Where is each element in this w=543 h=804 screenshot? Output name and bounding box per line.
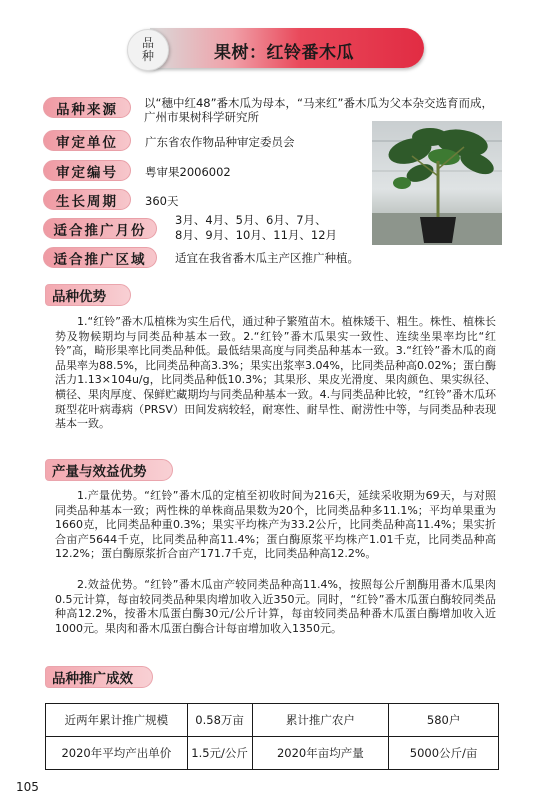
table-cell: 2020年平均产出单价 <box>46 737 188 770</box>
table-cell: 5000公斤/亩 <box>389 737 499 770</box>
page-number: 105 <box>16 780 39 794</box>
label-approval-number: 审定编号 <box>43 160 131 181</box>
value-approval-unit: 广东省农作物品种审定委员会 <box>145 135 295 149</box>
benefit-paragraph: 2.效益优势。“红铃”番木瓜亩产较同类品种高11.4%，按照每公斤割酶用番木瓜果肉0.5元计算，每亩较同类品种果肉增加收入近350元。同时，“红铃”番木瓜蛋白酶较同类品种高12.2%，按番木瓜蛋白酶30元/公斤计算，每亩较同类品种番木瓜蛋白酶增加收入近1000元。果肉和番木瓜蛋白酶合计每亩增加收入1350元。 <box>55 578 496 635</box>
value-promotion-region: 适宜在我省番木瓜主产区推广种植。 <box>175 251 359 265</box>
section-header-yield-benefit: 产量与效益优势 <box>45 459 173 481</box>
category-badge-bottom: 种 <box>141 49 154 63</box>
plant-photo <box>372 121 502 245</box>
table-cell: 累计推广农户 <box>252 704 389 737</box>
value-variety-source: 以“穗中红48”番木瓜为母本，“马来红”番木瓜为父本杂交选育而成，广州市果树科学研究所 <box>144 96 493 124</box>
value-promotion-months-line2: 8月、9月、10月、11月、12月 <box>175 228 338 242</box>
table-row <box>46 737 499 770</box>
value-promotion-months-line1: 3月、4月、5月、6月、7月、 <box>175 213 327 227</box>
table-cell: 0.58万亩 <box>187 704 252 737</box>
promotion-results-table <box>45 703 499 770</box>
category-badge <box>127 29 169 71</box>
papaya-seedling-image <box>372 121 502 245</box>
table-cell: 近两年累计推广规模 <box>46 704 188 737</box>
table-cell: 1.5元/公斤 <box>187 737 252 770</box>
page-title: 果树：红铃番木瓜 <box>214 43 354 63</box>
table-cell: 580户 <box>389 704 499 737</box>
section-header-advantages: 品种优势 <box>45 284 131 306</box>
label-promotion-months: 适合推广月份 <box>43 218 157 239</box>
category-badge-top: 品 <box>141 36 154 50</box>
label-variety-source: 品种来源 <box>43 97 131 118</box>
table-row <box>46 704 499 737</box>
advantages-paragraph: 1.“红铃”番木瓜植株为实生后代，通过种子繁殖苗木。植株矮干、粗生。株性、植株长势及物候期均与同类品种基本一致。2.“红铃”番木瓜果实一致性、连续坐果率均比“红铃”高，畸形果率比同类品种低。最低结果高度与同类品种基本一致。3.“红铃”番木瓜的商品果率为88.5%，比同类品种高3.3%；果实出浆率3.04%，比同类品种高0.02%；蛋白酶活力1.13×104u/g，比同类品种低10.3%；其果形、果皮光滑度、果肉颜色、果实纵径、横径、果肉厚度、保鲜贮藏期均与同类品种基本一致。4.与同类品种比较，“红铃”番木瓜环斑型花叶病毒病（PRSV）田间发病较轻，耐寒性、耐旱性、耐涝性中等，与同类品种表现基本一致。 <box>55 315 496 431</box>
value-growth-cycle: 360天 <box>145 194 179 208</box>
yield-paragraph: 1.产量优势。“红铃”番木瓜的定植至初收时间为216天，延续采收期为69天，与对照同类品种基本一致；两性株的单株商品果数为20个，比同类品种多11.1%；平均单果重为1660克，比同类品种重0.3%；果实平均株产为33.2公斤，比同类品种高11.4%；果实折合亩产5644千克，比同类品种高11.4%；蛋白酶原浆平均株产1.01千克，比同类品种高12.2%；蛋白酶原浆折合亩产171.7千克，比同类品种高12.2%。 <box>55 489 496 561</box>
table-cell: 2020年亩均产量 <box>252 737 389 770</box>
value-approval-number: 粤审果2006002 <box>145 165 231 179</box>
section-header-promotion-results: 品种推广成效 <box>45 666 153 688</box>
label-growth-cycle: 生长周期 <box>43 189 131 210</box>
label-promotion-region: 适合推广区域 <box>43 247 157 268</box>
label-approval-unit: 审定单位 <box>43 130 131 151</box>
